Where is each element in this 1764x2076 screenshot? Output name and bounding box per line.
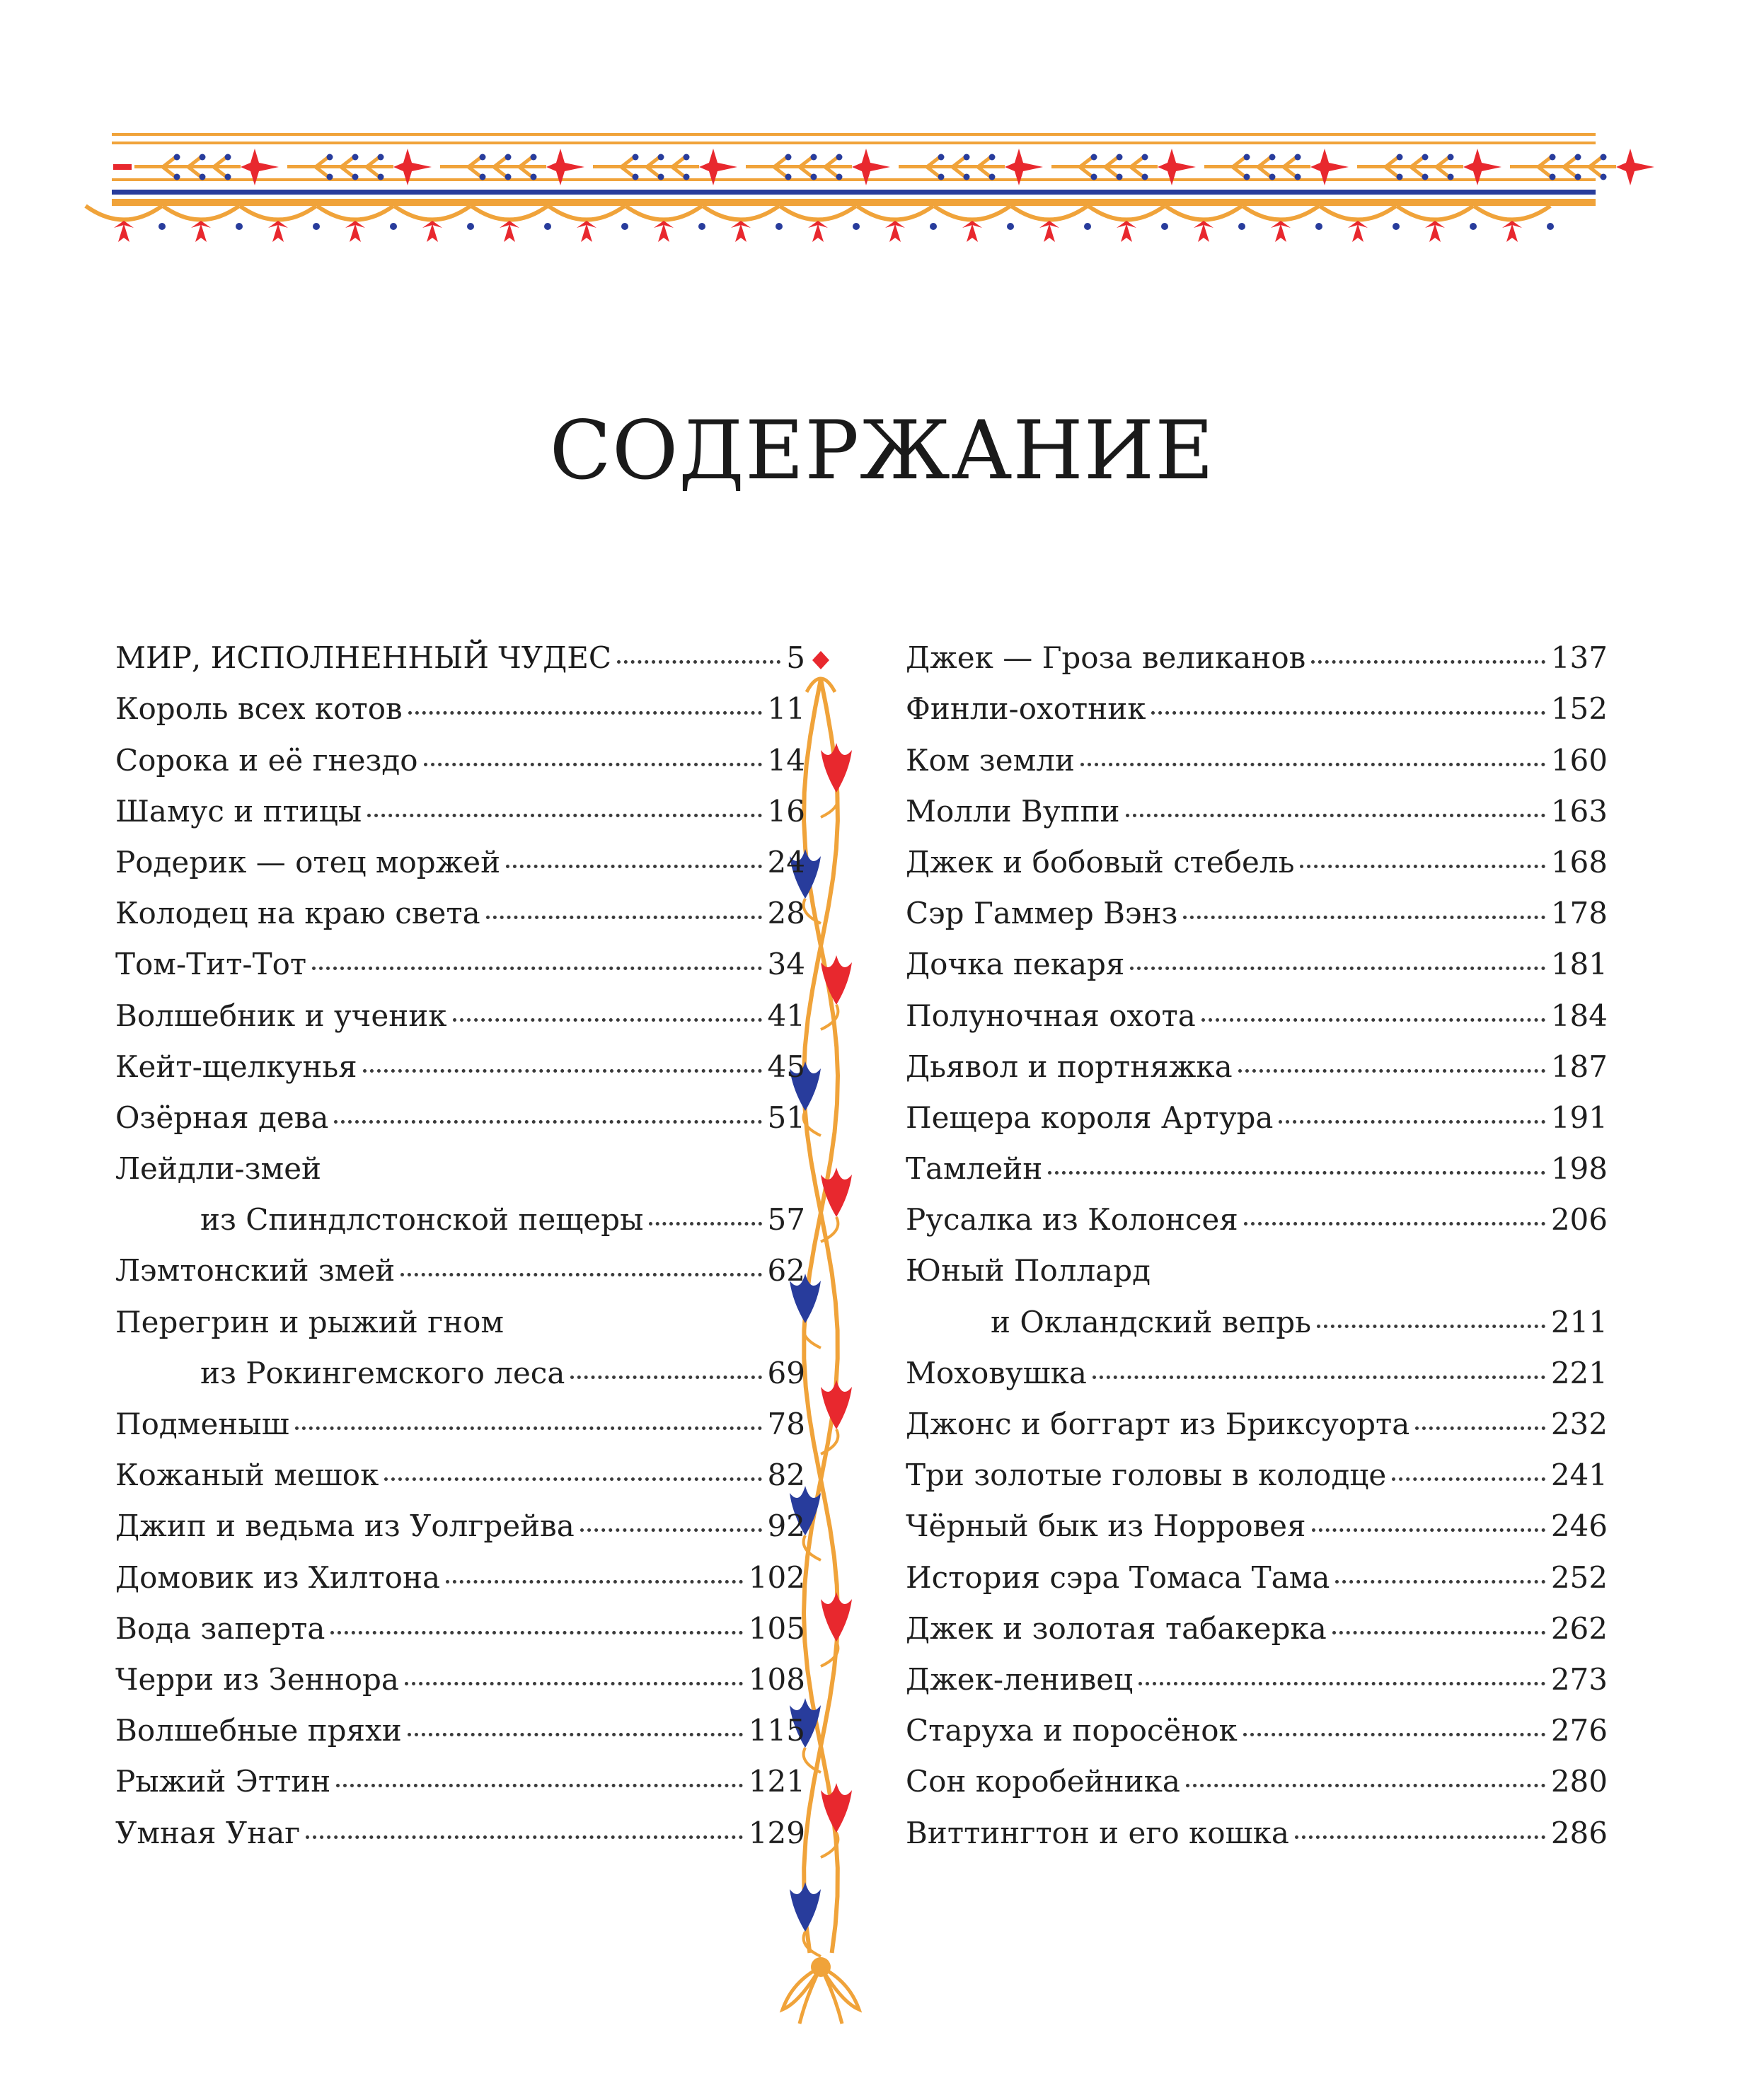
toc-page-number: 163 bbox=[1550, 793, 1608, 829]
toc-entry-title: Три золотые головы в колодце bbox=[906, 1458, 1387, 1493]
toc-entry bbox=[115, 788, 805, 838]
dot-leader bbox=[367, 814, 761, 817]
dot-leader bbox=[1335, 1580, 1545, 1584]
toc-entry bbox=[906, 1553, 1608, 1604]
toc-page-number: 276 bbox=[1550, 1713, 1608, 1748]
toc-entry bbox=[906, 685, 1608, 736]
toc-entry-title: История сэра Томаса Тама bbox=[906, 1559, 1330, 1595]
toc-entry bbox=[906, 1400, 1608, 1451]
dot-leader bbox=[408, 1733, 743, 1736]
toc-entry bbox=[115, 1094, 805, 1145]
toc-entry bbox=[115, 1656, 805, 1707]
toc-entry-title: Перегрин и рыжий гном bbox=[115, 1304, 505, 1339]
toc-page-number: 273 bbox=[1550, 1661, 1608, 1697]
toc-page-number: 184 bbox=[1550, 998, 1608, 1033]
toc-page-number: 16 bbox=[767, 793, 805, 829]
toc-entry-title: Кейт-щелкунья bbox=[115, 1049, 357, 1084]
toc-page-number: 191 bbox=[1550, 1100, 1608, 1135]
toc-page-number: 206 bbox=[1550, 1202, 1608, 1238]
toc-left-column bbox=[115, 634, 805, 1860]
toc-page-number: 286 bbox=[1550, 1815, 1608, 1850]
toc-page-number: 129 bbox=[748, 1815, 805, 1850]
toc-page-number: 78 bbox=[767, 1407, 805, 1441]
toc-entry bbox=[906, 1707, 1608, 1758]
toc-entry-title: Подменыш bbox=[115, 1407, 289, 1441]
toc-entry-title: Шамус и птицы bbox=[115, 793, 362, 829]
toc-entry-title: Дьявол и портняжка bbox=[906, 1049, 1233, 1084]
toc-page-number: 41 bbox=[767, 998, 805, 1033]
dot-leader bbox=[336, 1784, 743, 1787]
toc-page-number: 34 bbox=[767, 947, 805, 982]
toc-entry-title: Джип и ведьма из Уолгрейва bbox=[115, 1509, 575, 1544]
toc-entry-title: Король всех котов bbox=[115, 691, 403, 727]
toc-entry bbox=[115, 1809, 805, 1859]
toc-entry bbox=[115, 889, 805, 940]
toc-page-number: 211 bbox=[1550, 1304, 1608, 1339]
toc-page-number: 11 bbox=[767, 691, 805, 727]
toc-entry-continuation bbox=[115, 1196, 805, 1247]
dot-leader bbox=[580, 1528, 762, 1532]
dot-leader bbox=[1130, 967, 1545, 970]
toc-entry-title: Сэр Гаммер Вэнз bbox=[906, 896, 1178, 931]
dot-leader bbox=[446, 1580, 743, 1584]
toc-page-number: 241 bbox=[1550, 1458, 1608, 1493]
toc-page-number: 92 bbox=[767, 1509, 805, 1544]
toc-entry-title: Джек и золотая табакерка bbox=[906, 1610, 1327, 1646]
toc-page-number: 280 bbox=[1550, 1764, 1608, 1799]
toc-page-number: 160 bbox=[1550, 742, 1608, 778]
dot-leader bbox=[424, 763, 762, 766]
dot-leader bbox=[1332, 1631, 1545, 1634]
toc-entry-title: Лэмтонский змей bbox=[115, 1253, 396, 1288]
dot-leader bbox=[312, 967, 761, 970]
toc-page-number: 198 bbox=[1550, 1151, 1608, 1187]
toc-page-number: 108 bbox=[748, 1661, 805, 1697]
dot-leader bbox=[400, 1273, 761, 1276]
toc-entry bbox=[906, 1145, 1608, 1196]
dot-leader bbox=[1311, 660, 1545, 664]
toc-page-number: 115 bbox=[748, 1713, 805, 1748]
dot-leader bbox=[1392, 1477, 1545, 1481]
dot-leader bbox=[1243, 1733, 1545, 1736]
toc-entry bbox=[906, 1758, 1608, 1809]
dot-leader bbox=[506, 865, 761, 868]
toc-entry-continuation bbox=[906, 1298, 1608, 1349]
toc-entry-title: Рыжий Эттин bbox=[115, 1764, 331, 1799]
dot-leader bbox=[306, 1835, 743, 1839]
toc-entry-title: Молли Вуппи bbox=[906, 793, 1120, 829]
toc-entry-title: Тамлейн bbox=[906, 1151, 1043, 1187]
toc-entry-title: Джек — Гроза великанов bbox=[906, 640, 1306, 676]
toc-entry bbox=[115, 1707, 805, 1758]
dot-leader bbox=[1126, 814, 1545, 817]
toc-entry bbox=[115, 1400, 805, 1451]
toc-entry-title: Русалка из Колонсея bbox=[906, 1202, 1238, 1238]
toc-entry bbox=[906, 889, 1608, 940]
toc-entry bbox=[115, 838, 805, 889]
toc-entry-title: Лейдли-змей bbox=[115, 1151, 322, 1187]
toc-entry-title: Родерик — отец моржей bbox=[115, 844, 501, 880]
dot-leader bbox=[1186, 1784, 1545, 1787]
toc-entry bbox=[906, 838, 1608, 889]
toc-entry bbox=[906, 1094, 1608, 1145]
toc-entry bbox=[906, 788, 1608, 838]
toc-entry-title: Дочка пекаря bbox=[906, 947, 1125, 982]
dot-leader bbox=[570, 1376, 761, 1379]
toc-entry bbox=[906, 1349, 1608, 1400]
toc-entry bbox=[906, 1451, 1608, 1502]
toc-entry-title: МИР, ИСПОЛНЕННЫЙ ЧУДЕС bbox=[115, 640, 612, 676]
dot-leader bbox=[1238, 1069, 1545, 1073]
toc-entry-title: Финли-охотник bbox=[906, 691, 1146, 727]
toc-page-number: 24 bbox=[767, 844, 805, 880]
dot-leader bbox=[1048, 1171, 1545, 1175]
toc-page-number: 69 bbox=[767, 1355, 805, 1390]
toc-entry bbox=[115, 1758, 805, 1809]
toc-page-number: 82 bbox=[767, 1458, 805, 1493]
toc-entry-title: Моховушка bbox=[906, 1355, 1087, 1390]
toc-page-number: 5 bbox=[786, 640, 805, 676]
toc-entry bbox=[906, 1196, 1608, 1247]
toc-entry bbox=[115, 1247, 805, 1298]
toc-page-number: 187 bbox=[1550, 1049, 1608, 1084]
toc-entry-title: Умная Унаг bbox=[115, 1815, 301, 1850]
dot-leader bbox=[1279, 1120, 1545, 1124]
toc-entry-title: Черри из Зеннора bbox=[115, 1661, 399, 1697]
toc-entry-title: Сон коробейника bbox=[906, 1764, 1180, 1799]
dot-leader bbox=[617, 660, 780, 664]
toc-entry bbox=[906, 1809, 1608, 1859]
toc-entry-title: Старуха и поросёнок bbox=[906, 1713, 1238, 1748]
toc-entry bbox=[115, 1605, 805, 1656]
toc-entry-title: Сорока и её гнездо bbox=[115, 742, 418, 778]
dot-leader bbox=[453, 1018, 762, 1022]
toc-entry bbox=[906, 940, 1608, 991]
toc-page-number: 232 bbox=[1550, 1407, 1608, 1441]
toc-entry bbox=[115, 1298, 805, 1349]
toc-entry bbox=[115, 1502, 805, 1553]
dot-leader bbox=[1317, 1325, 1545, 1328]
dot-leader bbox=[1151, 711, 1545, 715]
toc-page-number: 121 bbox=[748, 1764, 805, 1799]
toc-entry bbox=[906, 634, 1608, 685]
dot-leader bbox=[384, 1477, 761, 1481]
toc-page-number: 102 bbox=[748, 1559, 805, 1595]
toc-entry bbox=[906, 1502, 1608, 1553]
toc-entry bbox=[115, 1451, 805, 1502]
dot-leader bbox=[1080, 763, 1545, 766]
toc-entry-title: и Окландский вепрь bbox=[991, 1304, 1311, 1339]
dot-leader bbox=[405, 1682, 743, 1685]
toc-entry-title: Джек и бобовый стебель bbox=[906, 844, 1295, 880]
dot-leader bbox=[1312, 1528, 1545, 1532]
toc-entry-title: Кожаный мешок bbox=[115, 1458, 379, 1493]
toc-entry-title: Волшебник и ученик bbox=[115, 998, 447, 1033]
toc-entry-title: Юный Поллард bbox=[906, 1253, 1151, 1288]
toc-right-column bbox=[906, 634, 1608, 1860]
toc-entry-title: Джонс и боггарт из Бриксуорта bbox=[906, 1407, 1410, 1441]
toc-entry bbox=[115, 634, 805, 685]
toc-page-number: 221 bbox=[1550, 1355, 1608, 1390]
dot-leader bbox=[1415, 1426, 1545, 1430]
toc-page-number: 62 bbox=[767, 1253, 805, 1288]
dot-leader bbox=[295, 1426, 762, 1430]
toc-page-number: 252 bbox=[1550, 1559, 1608, 1595]
toc-entry-continuation bbox=[115, 1349, 805, 1400]
toc-page-number: 105 bbox=[748, 1610, 805, 1646]
toc-page-number: 181 bbox=[1550, 947, 1608, 982]
toc-entry bbox=[906, 1247, 1608, 1298]
dot-leader bbox=[1138, 1682, 1545, 1685]
toc-entry bbox=[906, 1043, 1608, 1094]
dot-leader bbox=[1244, 1222, 1545, 1226]
toc-page-number: 168 bbox=[1550, 844, 1608, 880]
toc-entry bbox=[115, 736, 805, 787]
toc-entry-title: из Спиндлстонской пещеры bbox=[200, 1202, 644, 1238]
toc-entry-title: Волшебные пряхи bbox=[115, 1713, 402, 1748]
toc-entry bbox=[115, 1553, 805, 1604]
toc-entry-title: Пещера короля Артура bbox=[906, 1100, 1274, 1135]
page-title: СОДЕРЖАНИЕ bbox=[549, 403, 1215, 497]
toc-page-number: 14 bbox=[767, 742, 805, 778]
toc-entry-title: Виттингтон и его кошка bbox=[906, 1815, 1289, 1850]
toc-page-number: 51 bbox=[767, 1100, 805, 1135]
toc-entry-title: Полуночная охота bbox=[906, 998, 1196, 1033]
toc-entry bbox=[115, 685, 805, 736]
toc-entry bbox=[115, 1145, 805, 1196]
toc-entry bbox=[906, 1605, 1608, 1656]
dot-leader bbox=[408, 711, 762, 715]
toc-page-number: 178 bbox=[1550, 896, 1608, 931]
toc-entry-title: Вода заперта bbox=[115, 1610, 325, 1646]
toc-page-number: 137 bbox=[1550, 640, 1608, 676]
toc-page-number: 262 bbox=[1550, 1610, 1608, 1646]
toc-page-number: 28 bbox=[767, 896, 805, 931]
dot-leader bbox=[334, 1120, 761, 1124]
toc-entry-title: Колодец на краю света bbox=[115, 896, 480, 931]
dot-leader bbox=[1201, 1018, 1545, 1022]
toc-page-number: 246 bbox=[1550, 1509, 1608, 1544]
decorative-top-border bbox=[0, 0, 1764, 269]
dot-leader bbox=[363, 1069, 762, 1073]
toc-entry bbox=[906, 736, 1608, 787]
dot-leader bbox=[1295, 1835, 1545, 1839]
toc-page-number: 57 bbox=[767, 1202, 805, 1238]
toc-page-number: 152 bbox=[1550, 691, 1608, 727]
dot-leader bbox=[1183, 916, 1545, 919]
toc-entry-title: Чёрный бык из Норровея bbox=[906, 1509, 1306, 1544]
toc-entry bbox=[906, 1656, 1608, 1707]
dot-leader bbox=[486, 916, 762, 919]
dot-leader bbox=[330, 1631, 742, 1634]
dot-leader bbox=[649, 1222, 761, 1226]
toc-entry-title: Джек-ленивец bbox=[906, 1661, 1134, 1697]
toc-entry-title: Озёрная дева bbox=[115, 1100, 329, 1135]
toc-entry bbox=[115, 1043, 805, 1094]
toc-entry-title: Ком земли bbox=[906, 742, 1075, 778]
toc-entry-title: Том-Тит-Тот bbox=[115, 947, 307, 982]
dot-leader bbox=[1300, 865, 1545, 868]
toc-page-number: 45 bbox=[767, 1049, 805, 1084]
toc-entry bbox=[906, 991, 1608, 1042]
toc-entry-title: из Рокингемского леса bbox=[200, 1355, 565, 1390]
toc-entry bbox=[115, 991, 805, 1042]
toc-entry-title: Домовик из Хилтона bbox=[115, 1559, 441, 1595]
dot-leader bbox=[1093, 1376, 1545, 1379]
toc-entry bbox=[115, 940, 805, 991]
